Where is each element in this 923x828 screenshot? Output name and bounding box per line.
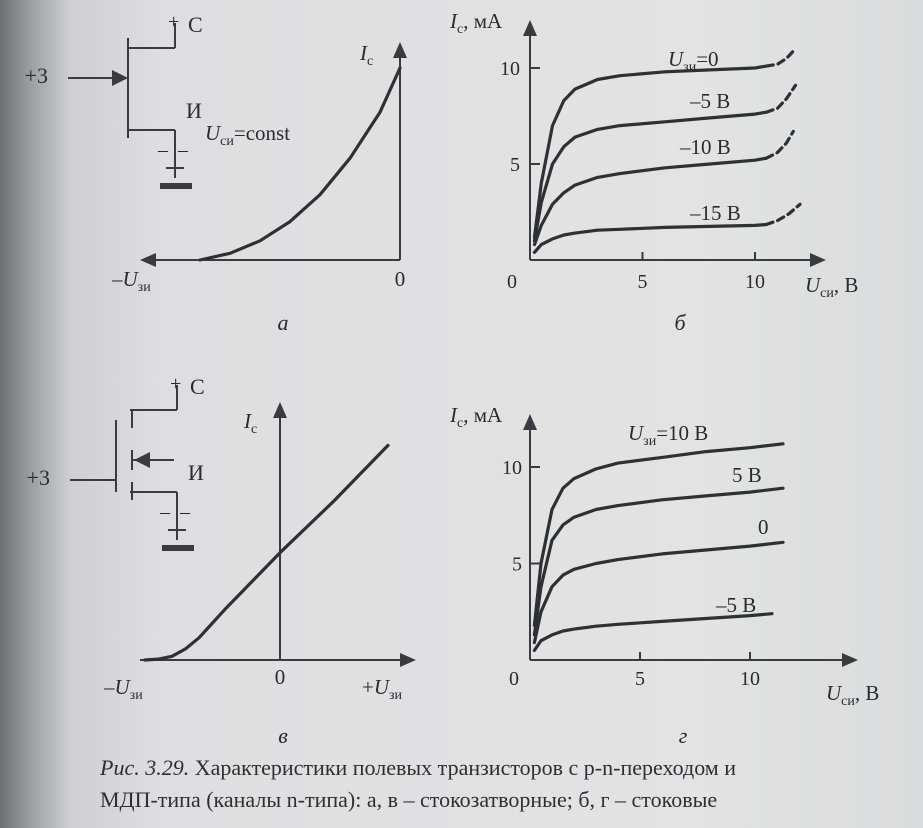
b-series-1-breakdown bbox=[766, 85, 795, 112]
g-x-label: $U_{си}$, В bbox=[826, 681, 880, 709]
b-series-3-breakdown bbox=[766, 204, 800, 224]
caption-text-1: Характеристики полевых транзисторов с p-n-переходом и bbox=[194, 755, 736, 780]
v-curve bbox=[145, 445, 388, 660]
g-x-tick-label-5: 5 bbox=[635, 668, 645, 690]
caption-figure-label: Рис. 3.29. bbox=[100, 755, 190, 780]
b-series-0-label: $U_{зи}=0$ bbox=[668, 47, 719, 75]
substrate-arrow bbox=[134, 452, 150, 468]
a-y-arrow bbox=[393, 42, 407, 58]
drain-label: С bbox=[188, 12, 203, 37]
a-annotation: $U_{си}=const$ bbox=[205, 121, 291, 149]
schematic-v bbox=[70, 385, 194, 551]
g-y-tick-label-10: 10 bbox=[502, 457, 522, 479]
g-x-tick-label-10: 10 bbox=[740, 668, 760, 690]
b-y-tick-label-10: 10 bbox=[500, 58, 520, 80]
b-x-arrow bbox=[810, 253, 826, 267]
caption-line-2: МДП-типа (каналы n-типа): а, в – стокозатворные; б, г – стоковые bbox=[100, 787, 718, 812]
b-x-tick-label-5: 5 bbox=[637, 271, 648, 293]
a-curve bbox=[200, 68, 400, 260]
v-y-arrow bbox=[273, 402, 287, 418]
g-y-tick-label-5: 5 bbox=[512, 553, 522, 576]
b-series-3-label: –15 В bbox=[690, 201, 741, 225]
a-y-label: $I_с$ bbox=[360, 41, 374, 69]
g-series-3-line bbox=[534, 614, 772, 651]
b-x-tick-label-0: 0 bbox=[507, 271, 517, 293]
v-origin-label: 0 bbox=[274, 665, 286, 689]
g-x-arrow bbox=[842, 653, 858, 667]
source-label: И bbox=[188, 460, 204, 485]
b-series-1-label: –5 В bbox=[690, 89, 731, 113]
drain-plus-sign: + bbox=[170, 373, 182, 395]
a-panel-label: а bbox=[277, 310, 289, 335]
v-x-arrow bbox=[400, 653, 416, 667]
g-series-0-label: $U_{зи}=10$ В bbox=[628, 421, 709, 449]
ground-plate bbox=[160, 183, 192, 189]
caption-line-1 bbox=[100, 752, 915, 784]
b-series-2-label: –10 В bbox=[680, 135, 731, 159]
b-panel-label: б bbox=[674, 310, 686, 335]
figure-caption bbox=[100, 752, 915, 816]
g-x-tick-label-0: 0 bbox=[509, 668, 519, 690]
a-origin-label: 0 bbox=[394, 267, 406, 291]
a-x-arrow bbox=[140, 253, 156, 267]
a-x-label: $-U_{зи}$ bbox=[112, 267, 151, 295]
gate-arrow bbox=[112, 70, 128, 86]
schematic-a bbox=[68, 23, 192, 189]
b-x-label: $U_{си}$, В bbox=[805, 273, 859, 301]
b-y-tick-label-5: 5 bbox=[510, 154, 520, 176]
b-y-label: $I_с$, мА bbox=[450, 9, 503, 37]
b-y-arrow bbox=[523, 20, 537, 36]
g-series-1-label: 5 В bbox=[732, 463, 762, 487]
ground-plate bbox=[162, 545, 194, 551]
b-x-tick-label-10: 10 bbox=[745, 271, 765, 293]
b-series-2-breakdown bbox=[766, 131, 793, 158]
drain-plus-sign: + bbox=[168, 11, 180, 33]
v-y-label: $I_с$ bbox=[244, 409, 258, 437]
source-minus-sign-2: – bbox=[178, 139, 188, 161]
v-x-label-left: $-U_{зи}$ bbox=[104, 675, 143, 703]
g-panel-label: г bbox=[678, 723, 688, 748]
drain-label: С bbox=[190, 374, 205, 399]
source-minus-sign: – bbox=[160, 501, 170, 523]
source-minus-sign-2: – bbox=[180, 501, 190, 523]
v-panel-label: в bbox=[278, 723, 288, 748]
g-series-2-label: 0 bbox=[758, 515, 769, 539]
g-series-3-label: –5 В bbox=[716, 593, 757, 617]
source-label: И bbox=[186, 98, 202, 123]
source-minus-sign: – bbox=[158, 139, 168, 161]
gate-label: +3 bbox=[24, 63, 48, 88]
b-series-0-breakdown bbox=[766, 49, 795, 66]
g-y-label: $I_с$, мА bbox=[450, 403, 503, 431]
b-series-3-line bbox=[535, 225, 767, 253]
gate-label: +3 bbox=[26, 465, 50, 490]
v-x-label-right: $+U_{зи}$ bbox=[362, 675, 403, 703]
g-y-arrow bbox=[523, 414, 537, 430]
